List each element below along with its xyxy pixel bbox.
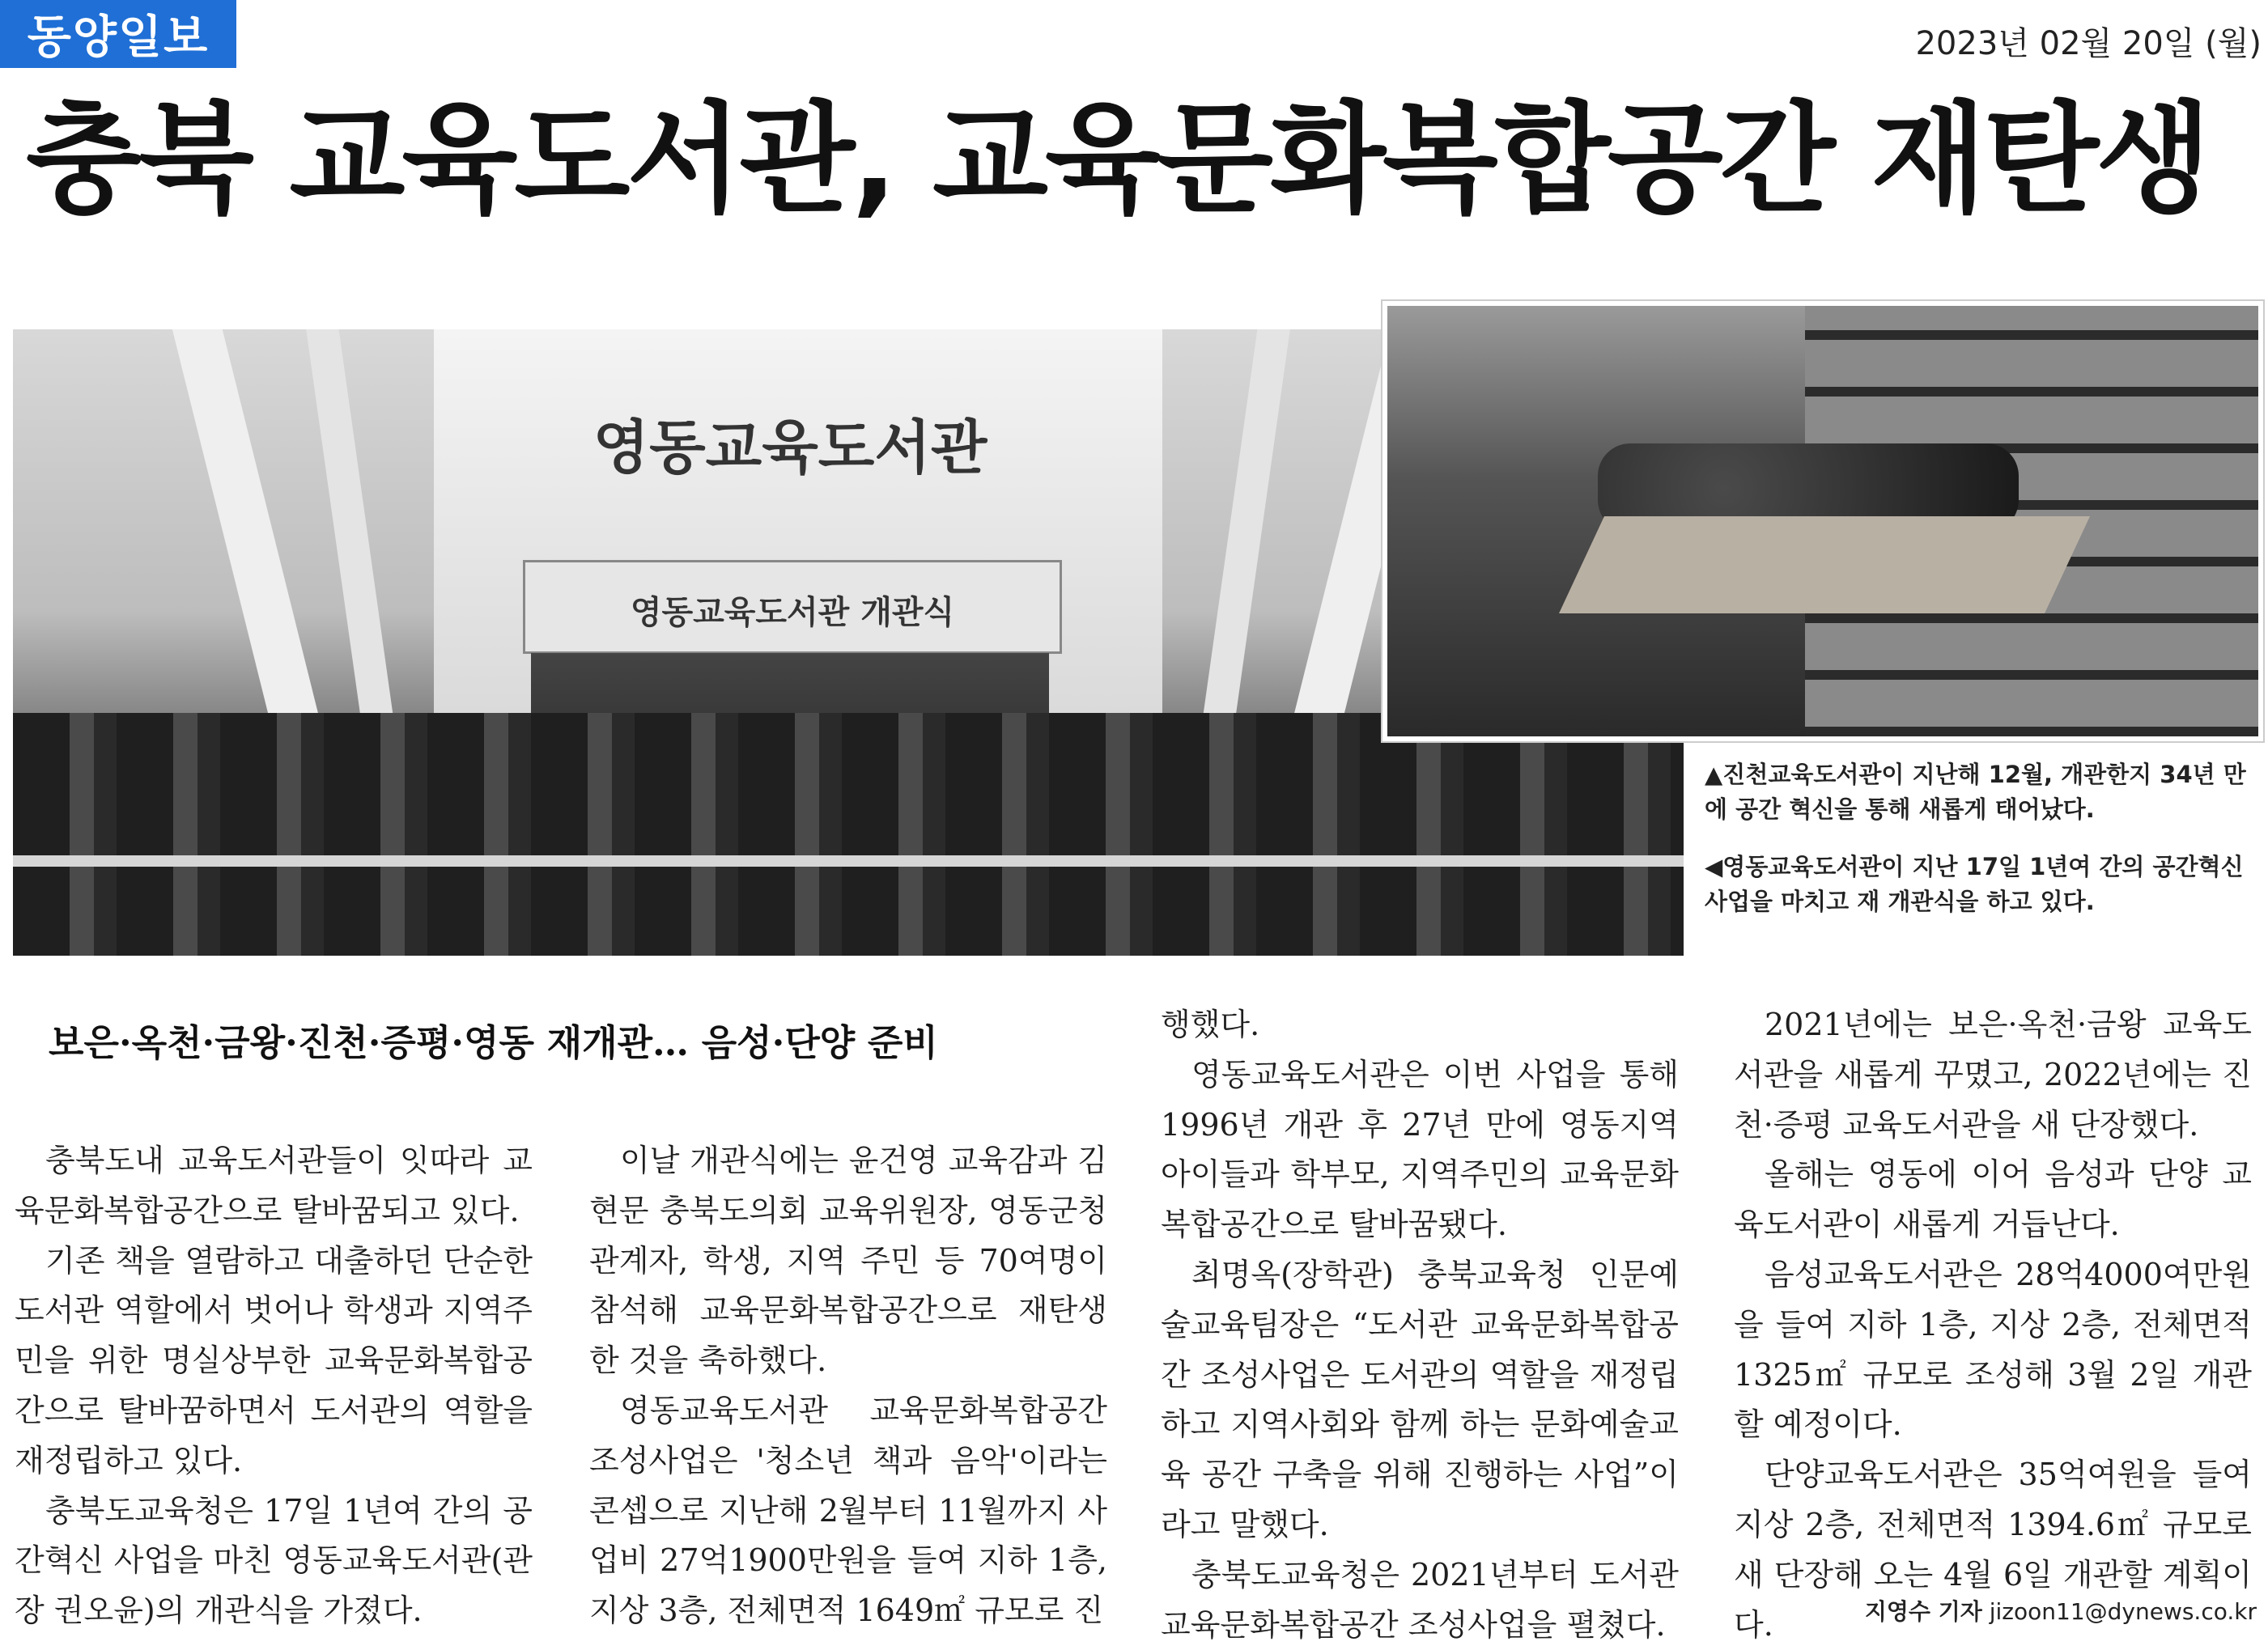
paragraph: 음성교육도서관은 28억4000여만원을 들여 지하 1층, 지상 2층, 전체면적 1325㎡ 규모로 조성해 3월 2일 개관할 예정이다. [1734, 1256, 2252, 1443]
paragraph-continuation: 행했다. [1161, 1007, 1260, 1042]
reporter-name: 지영수 기자 [1864, 1598, 1982, 1625]
body-column [15, 1136, 533, 1636]
banner-text: 영동교육도서관 개관식 [630, 594, 955, 631]
body-column [589, 1136, 1107, 1636]
paragraph: 영동교육도서관 교육문화복합공간 조성사업은 '청소년 책과 음악'이라는 콘셉으로 지난해 2월부터 11월까지 사업비 27억1900만원을 들여 지하 1층, 지상 3층, 전체면적 1649㎡ 규모로 진 [589, 1392, 1107, 1629]
headline: 충북 교육도서관, 교육문화복합공간 재탄생 [26, 90, 2209, 229]
paragraph: 단양교육도서관은 35억여원을 들여 지상 2층, 전체면적 1394.6㎡ 규모로 새 단장해 오는 4월 6일 개관할 계획이다. [1734, 1457, 2252, 1643]
paragraph: 올해는 영동에 이어 음성과 단양 교육도서관이 새롭게 거듭난다. [1734, 1156, 2252, 1243]
paragraph: 영동교육도서관은 이번 사업을 통해 1996년 개관 후 27년 만에 영동지역 아이들과 학부모, 지역주민의 교육문화복합공간으로 탈바꿈됐다. [1161, 1056, 1679, 1243]
publication-badge: 동양일보 [0, 0, 236, 68]
paragraph: 기존 책을 열람하고 대출하던 단순한 도서관 역할에서 벗어나 학생과 지역주민을 위한 명실상부한 교육문화복합공간으로 탈바꿈하면서 도서관의 역할을 재정립하고 있다. [15, 1242, 533, 1478]
reading-table [1559, 516, 2090, 613]
ribbon-cutting-crowd [13, 713, 1684, 956]
ribbon [13, 855, 1684, 867]
paragraph: 충북도교육청은 17일 1년여 간의 공간혁신 사업을 마친 영동교육도서관(관장 권오윤)의 개관식을 가졌다. [15, 1492, 533, 1629]
paragraph: 2021년에는 보은·옥천·금왕 교육도서관을 새롭게 꾸몄고, 2022년에는 진천·증평 교육도서관을 새 단장했다. [1734, 1007, 2252, 1143]
photo-captions [1705, 757, 2263, 942]
paragraph: 충북도교육청은 2021년부터 도서관 교육문화복합공간 조성사업을 펼쳤다. [1161, 1556, 1679, 1643]
caption: ◀영동교육도서관이 지난 17일 1년여 간의 공간혁신 사업을 마치고 재 개관식을 하고 있다. [1705, 853, 2244, 915]
byline [1865, 1594, 2257, 1627]
body-column [1161, 1000, 1679, 1650]
paragraph: 이날 개관식에는 윤건영 교육감과 김현문 충북도의회 교육위원장, 영동군청 관계자, 학생, 지역 주민 등 70여명이 참석해 교육문화복합공간으로 재탄생한 것을 축하했다. [589, 1143, 1107, 1379]
caption: ▲진천교육도서관이 지난해 12월, 개관한지 34년 만에 공간 혁신을 통해 새롭게 태어났다. [1705, 761, 2246, 823]
library-sign: 영동교육도서관 [592, 414, 987, 481]
body-column [1734, 1000, 2252, 1650]
interior-photo [1382, 301, 2263, 741]
paragraph: 최명옥(장학관) 충북교육청 인문예술교육팀장은 “도서관 교육문화복합공간 조성사업은 도서관의 역할을 재정립하고 지역사회와 함께 하는 문화예술교육 공간 구축을 위해 진행하는 사업”이라고 말했다. [1161, 1256, 1679, 1542]
reporter-email[interactable]: jizoon11@dynews.co.kr [1989, 1598, 2257, 1625]
subheadline: 보은·옥천·금왕·진천·증평·영동 재개관… 음성·단양 준비 [49, 1021, 938, 1064]
ceremony-banner [523, 560, 1062, 654]
publication-date: 2023년 02월 20일 (월) [1915, 25, 2262, 62]
paragraph: 충북도내 교육도서관들이 잇따라 교육문화복합공간으로 탈바꿈되고 있다. [15, 1143, 533, 1228]
